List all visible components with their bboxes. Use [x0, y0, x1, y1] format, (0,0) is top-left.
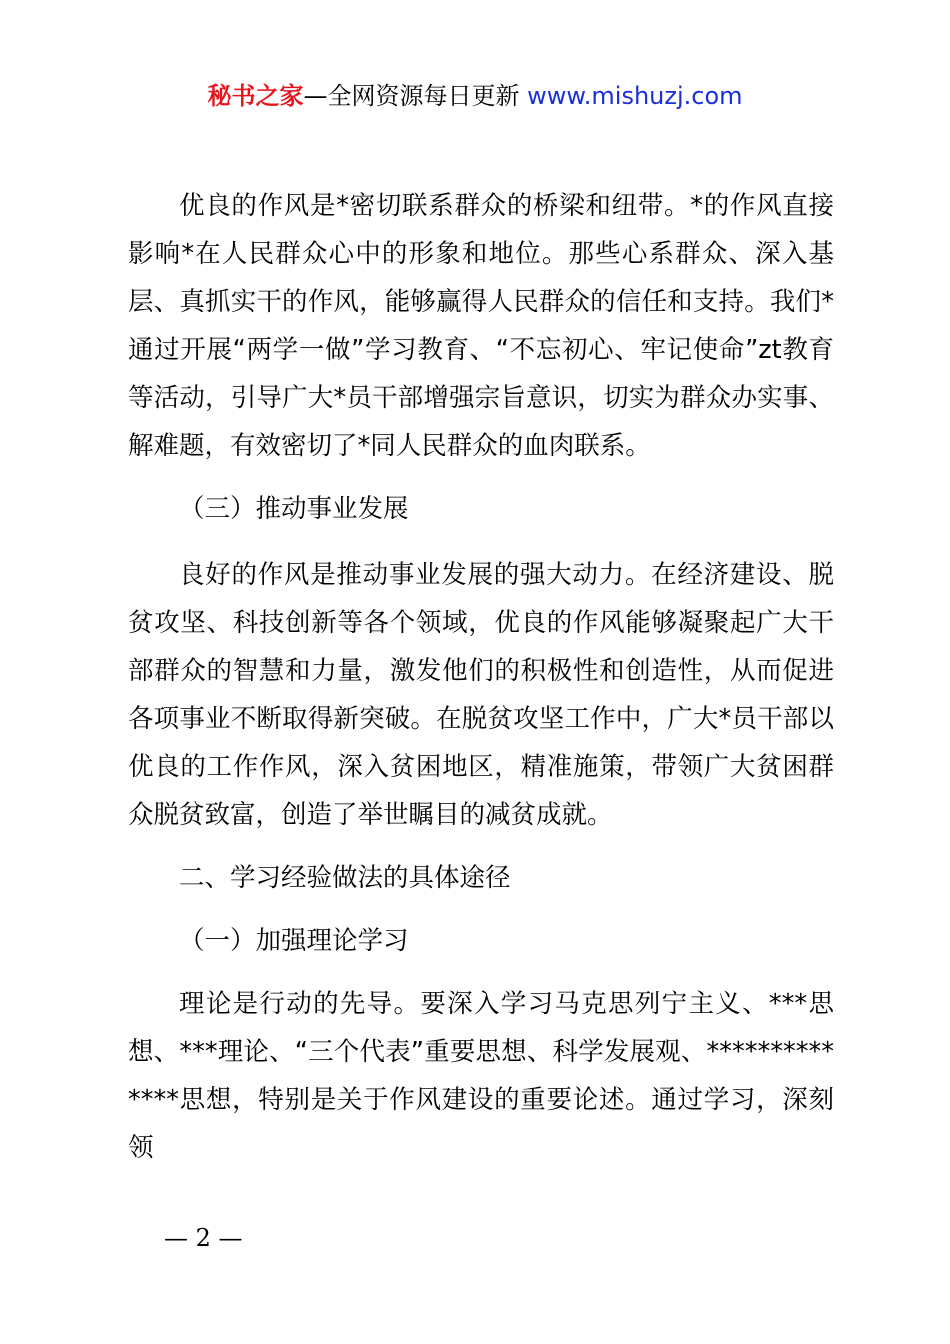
site-url-link[interactable]: www.mishuzj.com	[527, 82, 743, 110]
page-number: — 2 —	[164, 1224, 243, 1252]
site-brand: 秘书之家	[207, 82, 304, 110]
section-heading-theory-study: （一）加强理论学习	[179, 926, 409, 956]
paragraph-theory-study: 理论是行动的先导。要深入学习马克思列宁主义、***思想、***理论、“三个代表”重要思想、科学发展观、**************思想，特别是关于作风建设的重要论述。通过学习，深刻领	[128, 989, 834, 1163]
site-tagline: —全网资源每日更新	[303, 82, 528, 110]
site-header	[0, 78, 950, 114]
section-heading-promote-development: （三）推动事业发展	[179, 494, 409, 524]
paragraph-promote-development: 良好的作风是推动事业发展的强大动力。在经济建设、脱贫攻坚、科技创新等各个领域，优良的作风能够凝聚起广大干部群众的智慧和力量，激发他们的积极性和创造性，从而促进各项事业不断取得新突破。在脱贫攻坚工作中，广大*员干部以优良的工作作风，深入贫困地区，精准施策，带领广大贫困群众脱贫致富，创造了举世瞩目的减贫成就。	[128, 560, 834, 830]
document-body	[128, 182, 834, 1172]
paragraph-connect-masses: 优良的作风是*密切联系群众的桥梁和纽带。*的作风直接影响*在人民群众心中的形象和地位。那些心系群众、深入基层、真抓实干的作风，能够赢得人民群众的信任和支持。我们*通过开展“两学一做”学习教育、“不忘初心、牢记使命”zt教育等活动，引导广大*员干部增强宗旨意识，切实为群众办实事、解难题，有效密切了*同人民群众的血肉联系。	[128, 191, 834, 461]
section-heading-specific-approaches: 二、学习经验做法的具体途径	[179, 863, 511, 893]
